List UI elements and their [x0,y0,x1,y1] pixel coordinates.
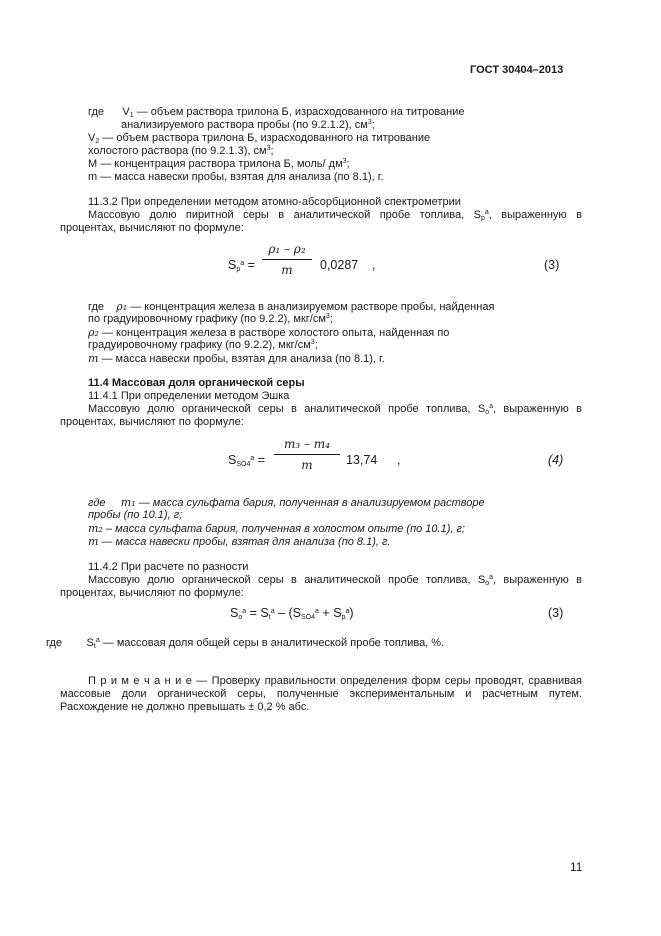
note-line2: массовые доли органической серы, полученные экспериментальным и расчетным путем. [60,688,582,700]
where-rho2-cont: градуировочному графику (по 9.2.2), мкг/$см^3$; [88,339,318,351]
where-v1-cont: анализируемого раствора пробы (по 9.2.1.2), $см^3$; [121,119,375,131]
section-11-4-heading: 11.4 Массовая доля органической серы [88,377,305,389]
formula-difference-number: (3) [548,606,564,620]
note-line3: Расхождение не должно превышать ± 0,2 % абс. [60,701,310,713]
where-st-line: где $S_t^a$ — массовая доля общей серы в аналитической пробе топлива, %. [46,637,445,650]
formula-4-coefficient: 13,74 [346,453,378,467]
formula-3-lhs: $S_p^a$ = [228,258,255,273]
sec1132-para-line1: Массовую долю пиритной серы в аналитической пробе топлива, $S_p^a$, выраженную в [88,209,582,222]
formula-3-coefficient: 0,0287 [320,258,359,272]
sec1142-para-line2: процентах, вычисляют по формуле: [60,587,244,599]
formula-4-lhs: $S_{SO4}^a$ = [228,453,266,468]
section-11-4-2-heading: 11.4.2 При расчете по разности [88,561,249,573]
note-label: П р и м е ч а н и е [88,675,192,687]
formula-3-fraction [262,242,312,277]
section-11-4-1-heading: 11.4.1 При определении методом Эшка [88,390,290,402]
where-rho1-line: где ρ₁ — концентрация железа в анализируемом растворе пробы, найденная [88,300,495,313]
where-rho2-line: ρ₂ — концентрация железа в растворе холостого опыта, найденная по [88,326,450,339]
fraction-bar [274,454,340,455]
formula-difference: $S_o^a = S_t^a - (S_{SO4}^a + S_p^a)$ [230,606,354,621]
formula-4-denominator: m [301,458,313,472]
formula-4-fraction [274,437,340,472]
formula-3-number: (3) [544,258,560,272]
section-11-3-2-heading: 11.3.2 При определении методом атомно-абсорбционной спектрометрии [88,196,461,208]
sec1142-para-line1: Массовую долю органической серы в аналитической пробе топлива, $S_o^a$, выраженную в [88,574,583,587]
standard-code: ГОСТ 30404–2013 [470,64,564,76]
sec114-para-line1: Массовую долю органической серы в аналитической пробе топлива, $S_o^a$, выраженную в [88,403,583,416]
sec114-para-line2: процентах, вычисляют по формуле: [60,416,244,428]
note-line1: П р и м е ч а н и е — Проверку правильности определения форм серы проводят, сравнивая [88,675,582,687]
where-mass-line: m — масса навески пробы, взятая для анализа (по 8.1), г. [88,171,384,183]
where-m1-cont: пробы (по 10.1), г; [88,509,183,521]
where-m-line: М — концентрация раствора трилона Б, моль/ $дм^3$; [88,158,350,170]
fraction-bar [262,259,312,260]
page-number: 11 [570,860,583,874]
where-m2-line: m₂ – масса сульфата бария, полученная в холостом опыте (по 10.1), г; [88,522,465,535]
formula-4-numerator: m₃ – m₄ [283,437,330,451]
formula-3-numerator: ρ₁ – ρ₂ [268,242,306,256]
where-v1-line: где $V_1$ — объем раствора трилона Б, израсходованного на титрование [88,106,465,119]
sec1132-para-line2: процентах, вычисляют по формуле: [60,222,244,234]
where-rho1-cont: по градуировочному графику (по 9.2.2), мкг/$см^3$; [88,313,333,325]
formula-4-number: (4) [548,453,564,467]
formula-4-comma: , [397,453,401,467]
where-v2-cont: холостого раствора (по 9.2.1.3), $см^3$; [88,145,274,157]
where-v2-line: $V_2$ — объем раствора трилона Б, израсходованного на титрование [88,132,431,145]
where-m1-line: где m₁ — масса сульфата бария, полученная в анализируемом растворе [88,496,485,509]
where-m-mass-line: m — масса навески пробы, взятая для анализа (по 8.1), г. [88,352,385,365]
formula-3-denominator: m [281,263,293,277]
formula-3-comma: , [372,258,376,272]
where-m-mass-italic-line: m — масса навески пробы, взятая для анализа (по 8.1), г. [88,535,391,548]
